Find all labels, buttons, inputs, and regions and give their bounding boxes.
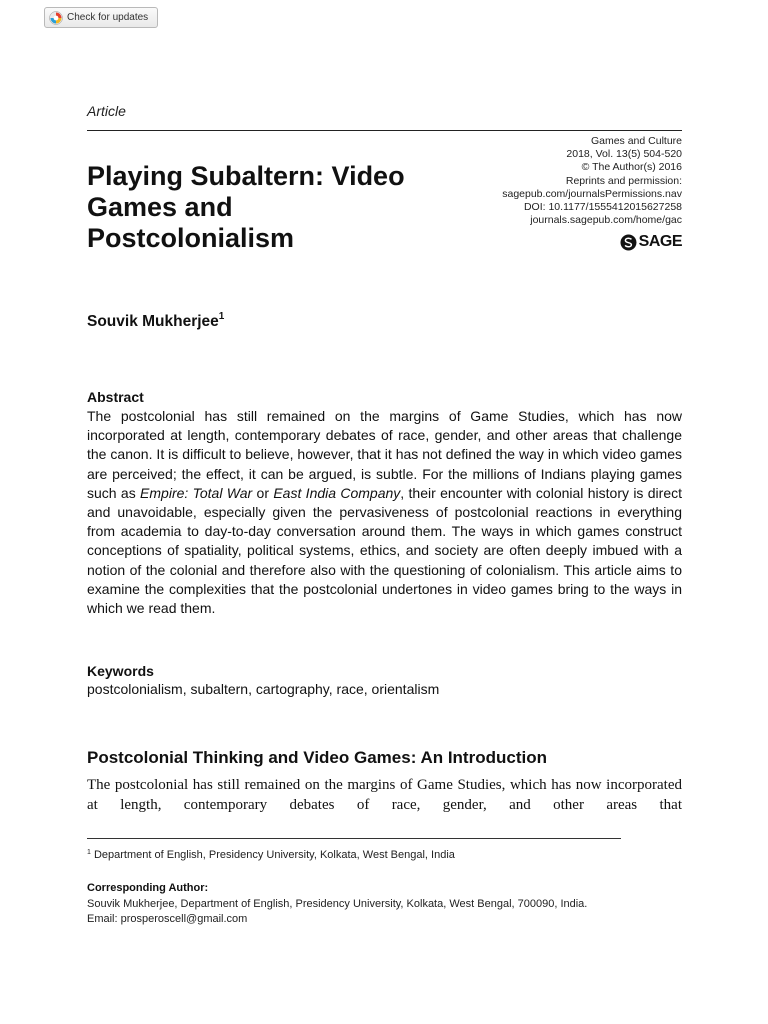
footnote-text: Department of English, Presidency University, Kolkata, West Bengal, India (93, 849, 455, 861)
journal-info (382, 135, 682, 227)
keywords-heading: Keywords (87, 663, 154, 679)
corresponding-author-address: Souvik Mukherjee, Department of English, Presidency University, Kolkata, West Bengal, 700090, India. (87, 898, 588, 910)
game-title-empire: Empire: Total War (140, 484, 253, 501)
sage-wordmark: SAGE (638, 233, 682, 250)
sage-logo (620, 233, 682, 251)
section-body: The postcolonial has still remained on the margins of Game Studies, which has now incorporated at length, contemporary debates of race, gender, and other areas that (87, 777, 682, 813)
footnote (87, 849, 455, 861)
copyright: © The Author(s) 2016 (581, 161, 682, 174)
affiliation-mark: 1 (218, 311, 225, 322)
footnote-divider (87, 838, 621, 839)
author-name-text: Souvik Mukherjee (87, 313, 219, 330)
check-for-updates-label: Check for updates (67, 12, 149, 23)
journal-name: Games and Culture (590, 135, 682, 147)
abstract-text-part3: , their encounter with colonial history is direct and unavoidable, especially given the pervasiveness of postcolonial reactions in everything from academia to day-to-day conversation around them. The ways in which games construct conceptions of spatiality, political systems, ethics, and society are often deeply imbued with a notion of the colonial and therefore also with the questioning of colonialism. This article aims to examine the complexities that the postcolonial undertones in video games bring to the ways in which we read them. (87, 484, 682, 617)
abstract-text (87, 407, 682, 618)
corresponding-author-heading: Corresponding Author: (87, 882, 209, 894)
section-heading: Postcolonial Thinking and Video Games: An Introduction (87, 748, 547, 767)
reprints-label: Reprints and permission: (565, 174, 682, 187)
check-for-updates-button[interactable] (44, 7, 158, 28)
abstract-heading: Abstract (87, 389, 144, 405)
header-divider (87, 130, 682, 131)
doi-link[interactable]: DOI: 10.1177/1555412015627258 (523, 201, 682, 214)
journal-homepage-link[interactable]: journals.sagepub.com/home/gac (530, 214, 682, 227)
article-title: Playing Subaltern: Video Games and Postcolonialism (87, 161, 405, 253)
permissions-link[interactable]: sagepub.com/journalsPermissions.nav (502, 187, 682, 200)
keywords-list: postcolonialism, subaltern, cartography, race, orientalism (87, 681, 440, 697)
journal-volume: 2018, Vol. 13(5) 504-520 (566, 148, 682, 161)
sage-s-icon (620, 234, 637, 251)
abstract-text-part1: The postcolonial has still remained on the margins of Game Studies, which has now incorporated at length, contemporary debates of race, gender, and other areas that challenge the canon. It is difficult to believe, however, that it has not defined the way in which video games are perceived; the effect, it can be argued, is subtle. For the millions of Indians playing games such as (87, 408, 682, 501)
abstract-text-part2: or (252, 484, 274, 501)
corresponding-author-email[interactable]: Email: prosperoscell@gmail.com (87, 913, 248, 925)
crossmark-icon (49, 11, 63, 25)
author-name (87, 313, 224, 331)
game-title-east-india-company: East India Company (273, 484, 401, 501)
footnote-mark: 1 (87, 849, 91, 856)
article-type-label: Article (87, 103, 126, 119)
